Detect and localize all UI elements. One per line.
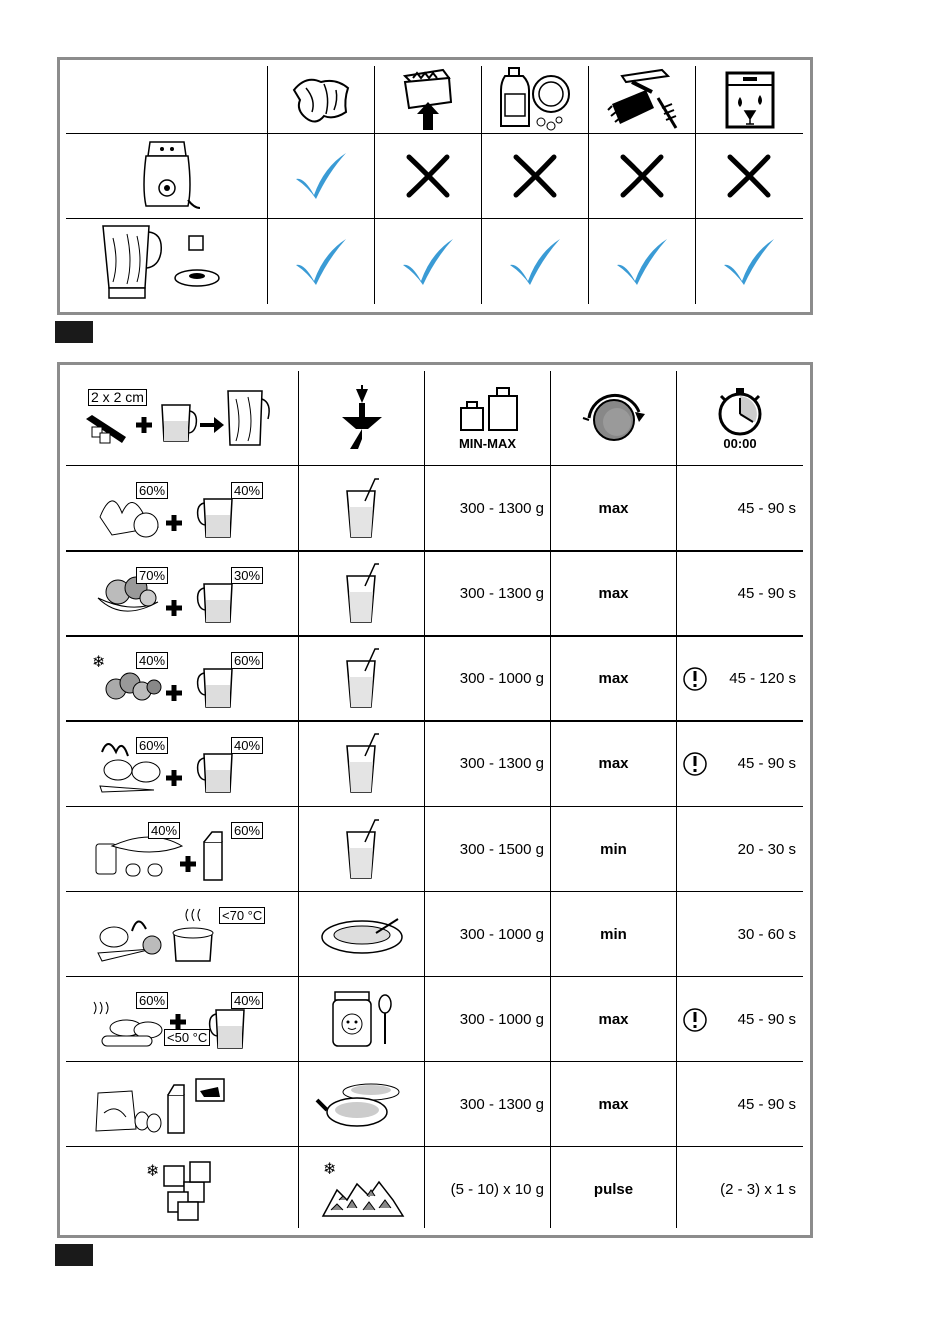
time-value: 45 - 90 s: [737, 585, 796, 602]
ingredients-image: [66, 721, 298, 806]
time-value: (2 - 3) x 1 s: [720, 1181, 796, 1198]
speed-value: max: [598, 1011, 629, 1028]
checkmark-icon: [696, 219, 802, 304]
glass-straw-icon: [299, 466, 424, 551]
amount-value: 300 - 1300 g: [459, 1096, 544, 1113]
ratio-label: 40%: [136, 652, 168, 669]
figure-label: [55, 1244, 93, 1266]
svg-text:❄: ❄: [322, 1158, 336, 1178]
figure-label: [55, 321, 93, 343]
crushed-ice-icon: [299, 1147, 424, 1232]
time-value: 20 - 30 s: [737, 841, 796, 858]
cross-icon: [375, 134, 481, 218]
amount-value: (5 - 10) x 10 g: [450, 1181, 544, 1198]
amount-value: 300 - 1000 g: [459, 926, 544, 943]
ratio-label: 40%: [148, 822, 180, 839]
ratio-label: 40%: [231, 992, 263, 1009]
detergent-icon: [482, 66, 588, 133]
baby-jar-icon: [299, 977, 424, 1062]
speed-value: max: [598, 755, 629, 772]
cross-icon: [696, 134, 802, 218]
dishwasher-icon: [696, 66, 803, 133]
checkmark-icon: [589, 219, 695, 304]
ratio-label: 40%: [231, 482, 263, 499]
amount-value: 300 - 1000 g: [459, 1011, 544, 1028]
timer-header: [677, 371, 803, 465]
speed-value: max: [598, 585, 629, 602]
time-value: 45 - 90 s: [737, 755, 796, 772]
ingredients-image: [66, 807, 298, 892]
ratio-label: 60%: [231, 652, 263, 669]
speed-header-icon: [551, 371, 676, 465]
cloth-icon: [268, 66, 374, 133]
ratio-label: 70%: [136, 567, 168, 584]
ratio-label: 40%: [231, 737, 263, 754]
ingredients-image: [66, 977, 298, 1062]
glass-straw-icon: [299, 551, 424, 636]
checkmark-icon: [375, 219, 481, 304]
weight-header: [425, 371, 550, 465]
speed-value: pulse: [593, 1181, 634, 1198]
ratio-label: 30%: [231, 567, 263, 584]
speed-value: min: [600, 926, 627, 943]
ratio-label: 60%: [136, 992, 168, 1009]
checkmark-icon: [268, 134, 374, 218]
soup-plate-icon: [299, 892, 424, 977]
svg-text:❄: ❄: [146, 1160, 160, 1180]
ratio-label: 60%: [136, 737, 168, 754]
time-value: 45 - 120 s: [729, 670, 796, 687]
time-value: 45 - 90 s: [737, 1011, 796, 1028]
sponge-icon: [375, 66, 481, 133]
result-header-icon: [299, 371, 424, 465]
ingredients-image: [66, 892, 298, 977]
pancake-pan-icon: [299, 1062, 424, 1147]
ratio-label: <50 °C: [164, 1029, 210, 1046]
speed-value: max: [598, 1096, 629, 1113]
checkmark-icon: [268, 219, 374, 304]
ingredients-image: [66, 1147, 298, 1232]
glass-straw-icon: [299, 721, 424, 806]
amount-value: 300 - 1500 g: [459, 841, 544, 858]
jug-parts-image: [66, 219, 267, 304]
amount-value: 300 - 1300 g: [459, 585, 544, 602]
ratio-label: 60%: [136, 482, 168, 499]
cross-icon: [482, 134, 588, 218]
ratio-label: <70 °C: [219, 907, 265, 924]
time-value: 45 - 90 s: [737, 500, 796, 517]
preparation-header: [66, 371, 298, 465]
ratio-label: 60%: [231, 822, 263, 839]
speed-value: min: [600, 841, 627, 858]
ingredients-image: [66, 551, 298, 636]
timer-header-label: 00:00: [723, 435, 757, 451]
speed-value: max: [598, 670, 629, 687]
ingredients-image: [66, 466, 298, 551]
cross-icon: [589, 134, 695, 218]
glass-straw-icon: [299, 636, 424, 721]
time-value: 30 - 60 s: [737, 926, 796, 943]
brush-icon: [589, 66, 695, 133]
svg-text:❄: ❄: [92, 651, 106, 671]
checkmark-icon: [482, 219, 588, 304]
ingredients-image: [66, 636, 298, 721]
time-value: 45 - 90 s: [737, 1096, 796, 1113]
dice-size-label: 2 x 2 cm: [88, 389, 147, 406]
speed-value: max: [598, 500, 629, 517]
amount-value: 300 - 1000 g: [459, 670, 544, 687]
weight-header-label: MIN-MAX: [458, 435, 517, 451]
ingredients-image: [66, 1062, 298, 1147]
amount-value: 300 - 1300 g: [459, 500, 544, 517]
glass-straw-icon: [299, 807, 424, 892]
motor-base-image: [66, 134, 267, 218]
amount-value: 300 - 1300 g: [459, 755, 544, 772]
